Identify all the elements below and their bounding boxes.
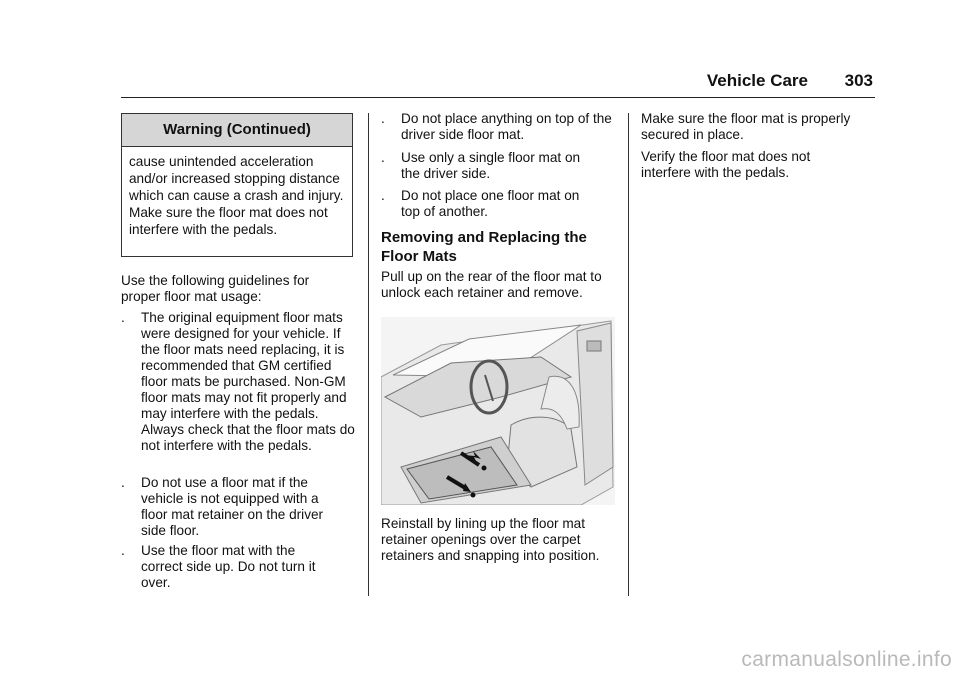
guidelines-intro: Use the following guidelines for proper floor mat usage: <box>121 273 310 304</box>
remove-instructions: Pull up on the rear of the floor mat to unlock each retainer and remove. <box>381 269 602 300</box>
reinstall-instructions: Reinstall by lining up the floor mat retainer openings over the carpet retainers and snapping into position. <box>381 516 600 563</box>
warning-title: Warning (Continued) <box>122 114 352 147</box>
watermark: carmanualsonline.info <box>741 648 952 671</box>
bullet-dot: . <box>121 310 125 325</box>
bullet-dot: . <box>121 543 125 558</box>
warning-text: cause unintended acceleration and/or increased stopping distance which can cause a crash and injury. Make sure the floor mat does not interfere with the pedals. <box>129 154 344 237</box>
column-divider-right <box>628 113 629 596</box>
bullet-text: Do not place one floor mat on top of another. <box>401 188 580 219</box>
verify-pedals-text: Verify the floor mat does not interfere with the pedals. <box>641 149 811 180</box>
bullet-item <box>121 543 317 591</box>
bullet-item <box>121 310 357 454</box>
bullet-item <box>381 188 601 220</box>
bullet-text: Use the floor mat with the correct side up. Do not turn it over. <box>141 543 316 590</box>
bullet-dot: . <box>121 475 125 490</box>
header-page-number: 303 <box>844 71 873 90</box>
floor-mat-illustration <box>381 317 615 505</box>
bullet-dot: . <box>381 150 385 165</box>
bullet-dot: . <box>381 188 385 203</box>
bullet-text: Do not place anything on top of the driver side floor mat. <box>401 111 612 142</box>
header-rule <box>121 97 875 98</box>
secure-mat-text: Make sure the floor mat is properly secured in place. <box>641 111 851 142</box>
section-heading: Removing and Replacing the Floor Mats <box>381 229 587 265</box>
bullet-item <box>121 475 337 539</box>
bullet-text: Do not use a floor mat if the vehicle is not equipped with a floor mat retainer on the driver side floor. <box>141 475 324 538</box>
bullet-item <box>381 111 615 143</box>
warning-box <box>121 113 353 257</box>
bullet-text: Use only a single floor mat on the driver side. <box>401 150 581 181</box>
column-divider-left <box>368 113 369 596</box>
header-section-title: Vehicle Care <box>706 71 808 90</box>
bullet-text: The original equipment floor mats were designed for your vehicle. If the floor mats need replacing, it is recommended that GM certified floor mats be purchased. Non-GM floor mats may not fit properly and may interfere with the pedals. Always check that the floor mats do not interfere with the pedals. <box>141 310 355 453</box>
bullet-dot: . <box>381 111 385 126</box>
bullet-item <box>381 150 601 182</box>
